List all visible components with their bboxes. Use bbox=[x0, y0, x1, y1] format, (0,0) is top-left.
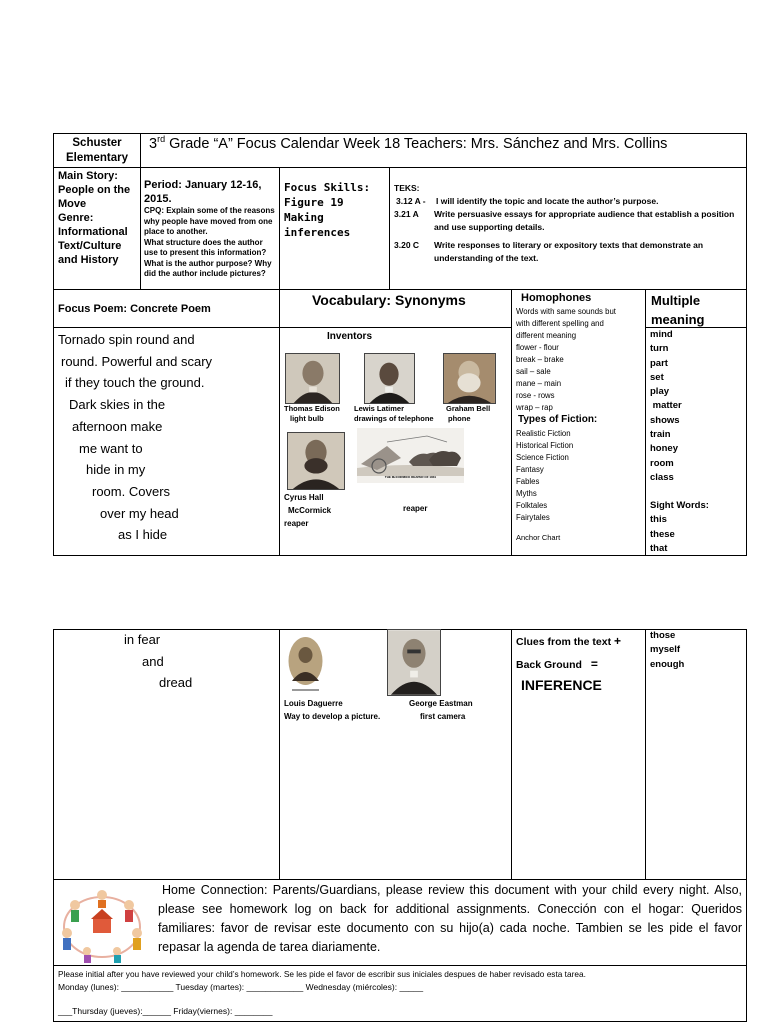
bell-caption: Graham Bell phone bbox=[446, 404, 491, 423]
mccormick-caption: Cyrus Hall McCormick reaper bbox=[284, 493, 332, 528]
reaper-label: reaper bbox=[403, 504, 428, 513]
inference-result: INFERENCE bbox=[521, 677, 602, 693]
cpq-question: CPQ: Explain some of the reasons why people have moved from one place to another. bbox=[144, 206, 275, 236]
teks-cell: TEKS: 3.12 A - I will identify the topic and locate the author’s purpose. 3.21 A Write persuasive essays for appropriate audience that establish a position and use supporting details. 3.20 C Write responses to literary or expository texts that demonstrate an understanding of the text. bbox=[394, 183, 735, 263]
latimer-photo bbox=[364, 353, 415, 404]
multiple-meaning-title: Multiple meaning bbox=[651, 293, 705, 327]
eastman-photo bbox=[387, 629, 441, 696]
daguerre-photo bbox=[286, 633, 325, 695]
vocabulary-title: Vocabulary: Synonyms bbox=[312, 292, 466, 308]
fiction-list: Realistic Fiction Historical Fiction Science Fiction Fantasy Fables Myths Folktales Fairytales bbox=[516, 429, 574, 522]
period-cell bbox=[144, 178, 277, 280]
calendar-title: 3rd Grade “A” Focus Calendar Week 18 Teachers: Mrs. Sánchez and Mrs. Collins bbox=[149, 134, 668, 152]
homophones-title: Homophones bbox=[521, 292, 592, 304]
sight-words: Sight Words: this these that bbox=[650, 500, 709, 554]
focus-poem-label: Focus Poem: Concrete Poem bbox=[58, 303, 211, 315]
reaper-caption: THE McCORMICK REAPER OF 1831 bbox=[384, 475, 437, 479]
initials-row-1: Monday (lunes): ___________ Tuesday (martes): ____________ Wednesday (miércoles): _____ bbox=[58, 982, 424, 992]
anchor-chart: Anchor Chart bbox=[516, 533, 561, 542]
edison-caption: Thomas Edison light bulb bbox=[284, 404, 340, 423]
fiction-title: Types of Fiction: bbox=[518, 414, 598, 425]
sight-words-continued: those myself enough bbox=[650, 630, 685, 670]
inference-clues: Clues from the text + bbox=[516, 634, 622, 648]
family-clipart bbox=[57, 883, 147, 963]
home-connection-text: Home Connection: Parents/Guardians, please review this document with your child every night. Also, please see homework log on back for additional assignments. Conección con el hogar: Queridos familiares: favor de revisar este documento con su hijo(a) cada noche. Tambien se les pide el favor repasar la agenda de tarea diariamente. bbox=[158, 883, 742, 954]
poem-continuation: in fear and dread bbox=[124, 632, 193, 691]
initials-row-2: ___Thursday (jueves):______ Friday(viernes): ________ bbox=[58, 1006, 273, 1016]
initials-note: Please initial after you have reviewed your child’s homework. Se les pide el favor de escribir sus iniciales despues de haber revisado esta tarea. bbox=[58, 969, 586, 979]
structure-question: What structure does the author use to present this information? bbox=[144, 237, 267, 257]
school-name: Schuster Elementary bbox=[65, 137, 128, 164]
homophones-list: Words with same sounds but with different spelling and different meaning flower - flour break – brake sail – sale mane – main rose - rows wrap – rap bbox=[516, 307, 616, 412]
bell-photo bbox=[443, 353, 496, 404]
edison-photo bbox=[285, 353, 340, 404]
inventors-title: Inventors bbox=[327, 331, 373, 342]
focus-skills-cell: Focus Skills: Figure 19 Making inferences bbox=[284, 181, 371, 239]
inference-background: Back Ground = bbox=[516, 657, 598, 671]
latimer-caption: Lewis Latimer drawings of telephone bbox=[354, 404, 434, 423]
reaper-illustration bbox=[357, 428, 464, 483]
period-title: Period: January 12-16, 2015. bbox=[144, 179, 262, 205]
daguerre-caption: Louis Daguerre Way to develop a picture. bbox=[284, 699, 381, 721]
main-story-cell: Main Story: People on the Move Genre: Informational Text/Culture and History bbox=[58, 170, 131, 266]
poem-text: Tornado spin round and round. Powerful and scary if they touch the ground. Dark skies in the afternoon make me want to hide in my room. Covers over my head as I hide bbox=[58, 332, 213, 543]
purpose-question: What is the author purpose? Why did the author include pictures? bbox=[144, 258, 272, 278]
eastman-caption: George Eastman first camera bbox=[409, 699, 473, 721]
multiple-meaning-list: mind turn part set play matter shows train honey room class bbox=[650, 329, 682, 483]
mccormick-photo bbox=[287, 432, 345, 490]
